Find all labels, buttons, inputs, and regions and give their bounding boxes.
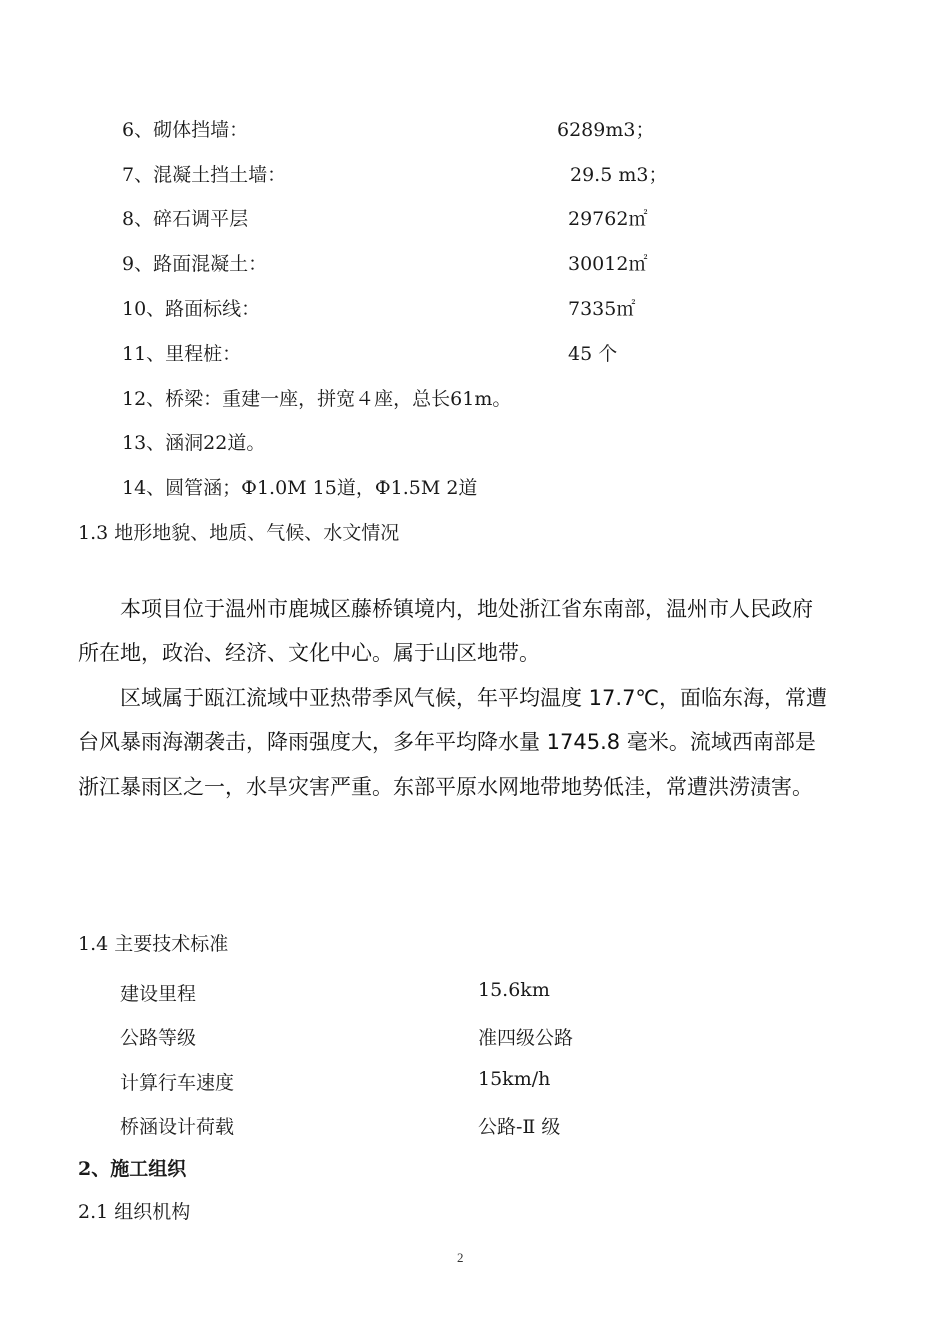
standard-label-mileage: 建设里程 — [120, 983, 197, 1005]
quantity-value-7: 29.5 m3； — [570, 164, 668, 186]
quantity-value-9: 30012㎡ — [568, 253, 648, 275]
quantity-label-9: 9、路面混凝土： — [122, 253, 268, 275]
section-heading-1-4: 1.4 主要技术标准 — [78, 933, 229, 955]
quantity-value-11: 45 个 — [568, 343, 618, 365]
standard-value-speed: 15km/h — [478, 1068, 551, 1090]
paragraph-location-line-2: 所在地，政治、经济、文化中心。属于山区地带。 — [78, 641, 540, 665]
quantity-value-10: 7335㎡ — [568, 298, 636, 320]
section-heading-1-3: 1.3 地形地貌、地质、气候、水文情况 — [78, 522, 400, 544]
culvert-line: 13、涵洞22道。 — [122, 432, 266, 454]
page-number: 2 — [457, 1250, 464, 1265]
paragraph-climate-line-2: 台风暴雨海潮袭击，降雨强度大，多年平均降水量 1745.8 毫米。流域西南部是 — [78, 730, 816, 754]
section-heading-2-1: 2.1 组织机构 — [78, 1201, 191, 1223]
paragraph-climate-line-1: 区域属于瓯江流域中亚热带季风气候，年平均温度 17.7℃，面临东海，常遭 — [120, 686, 828, 710]
quantity-label-7: 7、混凝土挡土墙： — [122, 164, 287, 186]
paragraph-location-line-1: 本项目位于温州市鹿城区藤桥镇境内，地处浙江省东南部，温州市人民政府 — [120, 597, 813, 621]
quantity-label-8: 8、碎石调平层 — [122, 208, 249, 230]
pipe-culvert-line: 14、圆管涵；Ф1.0M 15道，Ф1.5M 2道 — [122, 477, 478, 499]
section-heading-2: 2、施工组织 — [78, 1158, 187, 1180]
standard-label-grade: 公路等级 — [120, 1027, 197, 1049]
quantity-label-10: 10、路面标线： — [122, 298, 261, 320]
quantity-label-11: 11、里程桩： — [122, 343, 242, 365]
quantity-value-6: 6289m3； — [557, 119, 655, 141]
standard-label-speed: 计算行车速度 — [120, 1072, 235, 1094]
standard-value-mileage: 15.6km — [478, 979, 550, 1001]
quantity-value-8: 29762㎡ — [568, 208, 648, 230]
standard-value-load: 公路-Ⅱ 级 — [478, 1116, 561, 1138]
bridge-line: 12、桥梁：重建一座，拼宽４座，总长61m。 — [122, 388, 512, 410]
standard-label-load: 桥涵设计荷载 — [120, 1116, 235, 1138]
quantity-label-6: 6、砌体挡墙： — [122, 119, 249, 141]
paragraph-climate-line-3: 浙江暴雨区之一，水旱灾害严重。东部平原水网地带地势低洼，常遭洪涝渍害。 — [78, 775, 813, 799]
standard-value-grade: 准四级公路 — [478, 1027, 574, 1049]
